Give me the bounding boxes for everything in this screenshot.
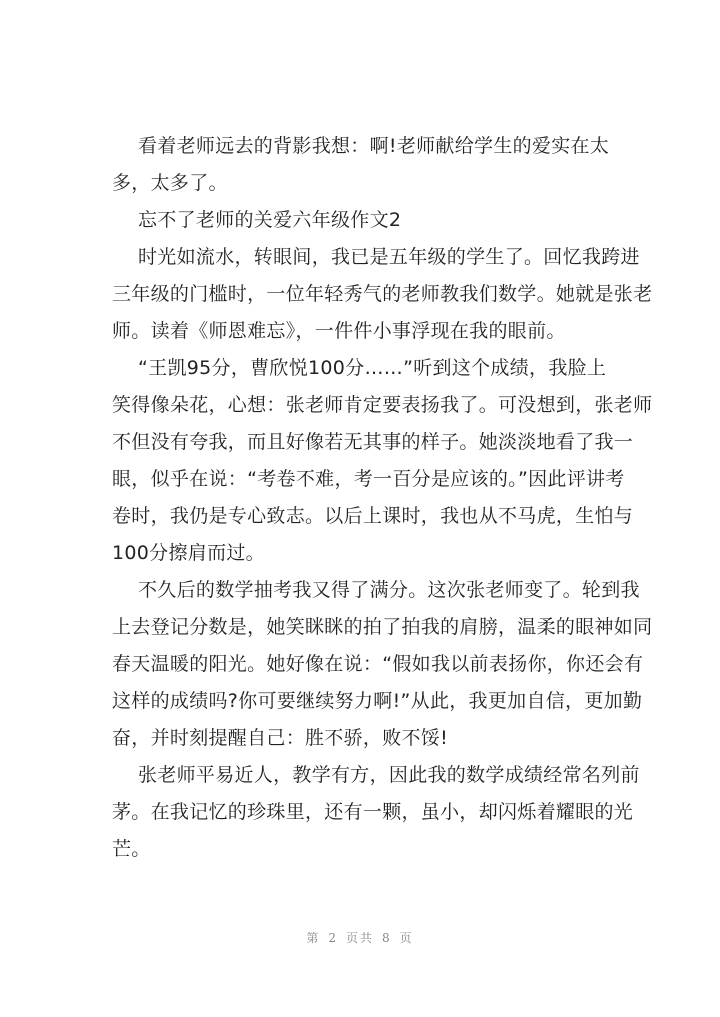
text-line: 100分擦肩而过。 — [112, 542, 265, 564]
text-line: 多，太多了。 — [112, 172, 228, 194]
text-line: 三年级的门槛时，一位年轻秀气的老师教我们数学。她就是张老 — [112, 283, 653, 305]
text-line: 师。读着《师恩难忘》，一件件小事浮现在我的眼前。 — [112, 320, 566, 342]
text-line: 不久后的数学抽考我又得了满分。这次张老师变了。轮到我 — [138, 579, 640, 601]
text-line: 春天温暖的阳光。她好像在说：“假如我以前表扬你，你还会有 — [112, 653, 644, 675]
text-line: 茅。在我记忆的珍珠里，还有一颗，虽小，却闪烁着耀眼的光 — [112, 801, 634, 823]
text-line: 上去登记分数是，她笑眯眯的拍了拍我的肩膀，温柔的眼神如同 — [112, 616, 653, 638]
footer-label-of: 页共 — [345, 931, 374, 945]
page-footer — [0, 929, 720, 946]
text-line: 不但没有夸我，而且好像若无其事的样子。她淡淡地看了我一 — [112, 431, 634, 453]
footer-label-page: 第 — [306, 931, 321, 945]
text-line: 这样的成绩吗?你可要继续努力啊!”从此，我更加自信，更加勤 — [112, 690, 643, 712]
section-title: 忘不了老师的关爱六年级作文2 — [138, 209, 402, 231]
text-line: 卷时，我仍是专心致志。以后上课时，我也从不马虎，生怕与 — [112, 505, 634, 527]
footer-total-pages: 8 — [382, 931, 392, 945]
body-text — [112, 128, 653, 868]
footer-label-end: 页 — [399, 931, 414, 945]
text-line: 奋，并时刻提醒自己：胜不骄，败不馁! — [112, 727, 449, 749]
text-line: 看着老师远去的背影我想：啊!老师献给学生的爱实在太 — [138, 135, 610, 157]
text-line: 张老师平易近人，教学有方，因此我的数学成绩经常名列前 — [138, 764, 640, 786]
text-line: 时光如流水，转眼间，我已是五年级的学生了。回忆我跨进 — [138, 246, 640, 268]
footer-current-page: 2 — [328, 931, 338, 945]
text-line: 笑得像朵花，心想：张老师肯定要表扬我了。可没想到，张老师 — [112, 394, 653, 416]
text-line: 芒。 — [112, 838, 151, 860]
text-line: 眼，似乎在说：“考卷不难，考一百分是应该的。”因此评讲考 — [112, 468, 625, 490]
text-line: “王凯95分，曹欣悦100分……”听到这个成绩，我脸上 — [138, 357, 607, 379]
